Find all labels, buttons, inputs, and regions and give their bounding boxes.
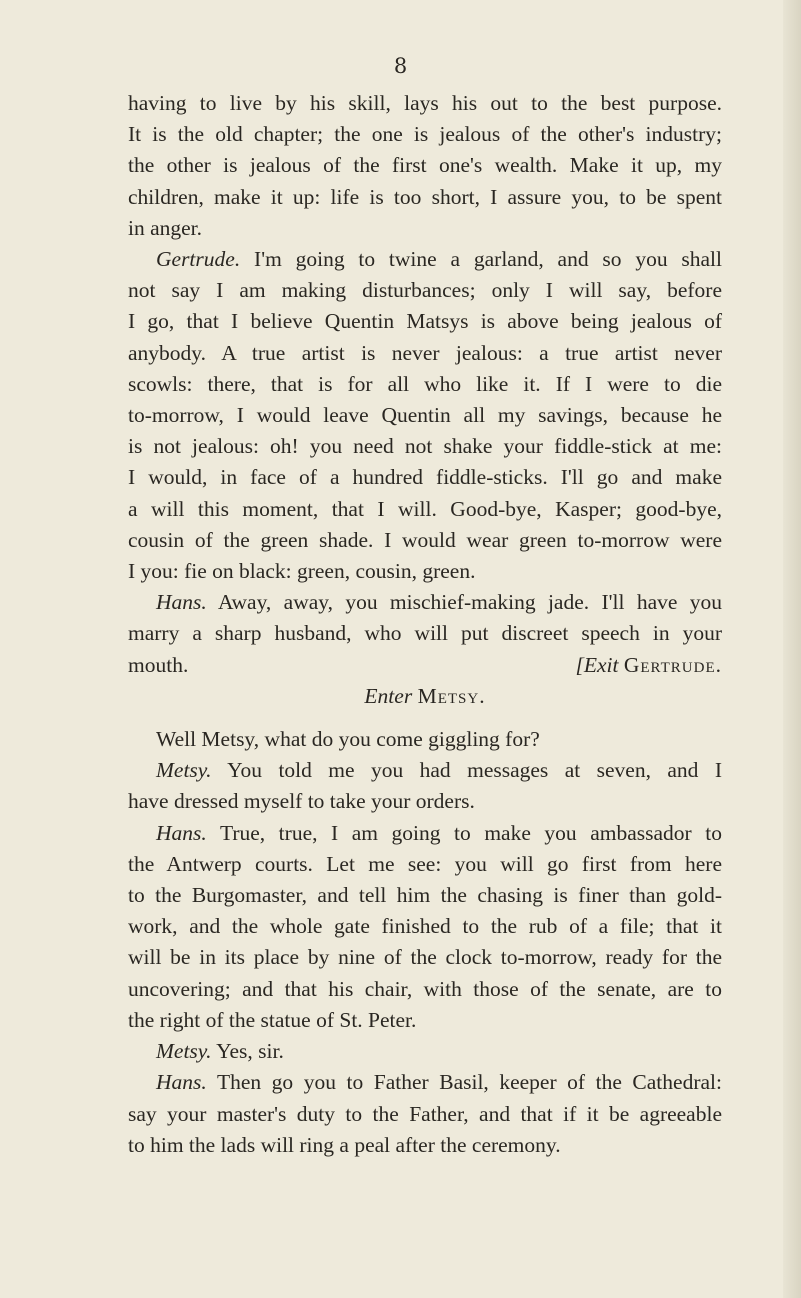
- line-text: cousin of the green shade. I would wear green to-morrow were: [128, 527, 722, 552]
- line-text: It is the old chapter; the one is jealous of the other's industry;: [128, 122, 722, 147]
- line-text: Yes, sir.: [216, 1039, 284, 1064]
- speaker-name: Hans.: [156, 1070, 207, 1095]
- stage-direction-enter: [128, 681, 722, 712]
- line-text: have dressed myself to take your orders.: [128, 789, 475, 814]
- line-text: to the Burgomaster, and tell him the chasing is finer than gold-: [128, 883, 722, 908]
- page-number: 8: [393, 54, 408, 78]
- text-line: [128, 306, 722, 337]
- line-text: I'm going to twine a garland, and so you shall: [254, 247, 723, 272]
- line-text: is not jealous: oh! you need not shake your fiddle-stick at me:: [128, 434, 722, 459]
- text-line: [128, 880, 722, 911]
- text-line: [128, 88, 722, 119]
- line-text: the other is jealous of the first one's wealth. Make it up, my: [128, 153, 722, 178]
- text-line: [128, 974, 722, 1005]
- enter-word: Enter: [364, 683, 413, 708]
- speaker-name: Metsy.: [156, 758, 212, 783]
- text-line: [128, 494, 722, 525]
- text-line: [128, 942, 722, 973]
- line-text: the right of the statue of St. Peter.: [128, 1007, 417, 1032]
- line-text: the Antwerp courts. Let me see: you will go first from here: [128, 851, 722, 876]
- text-line: [128, 275, 722, 306]
- line-text: Then go you to Father Basil, keeper of the Cathedral:: [216, 1070, 722, 1095]
- speaker-name: Gertrude.: [156, 247, 241, 272]
- text-line: [128, 755, 722, 786]
- text-line: [128, 462, 722, 493]
- text-line: [128, 1067, 722, 1098]
- text-line: [128, 369, 722, 400]
- line-text: work, and the whole gate finished to the rub of a file; that it: [128, 914, 722, 939]
- exit-word: [Exit: [575, 652, 619, 677]
- line-text: say your master's duty to the Father, and that if it be agreeable: [128, 1101, 722, 1126]
- line-text: not say I am making disturbances; only I will say, before: [128, 278, 722, 303]
- line-text: I would, in face of a hundred fiddle-sticks. I'll go and make: [128, 465, 722, 490]
- exit-direction-line: [128, 650, 722, 681]
- page-body: [128, 88, 722, 1161]
- text-line: [128, 338, 722, 369]
- line-text: Away, away, you mischief-making jade. I'll have you: [217, 590, 722, 615]
- line-text: You told me you had messages at seven, and I: [227, 758, 722, 783]
- line-text: uncovering; and that his chair, with those of the senate, are to: [128, 976, 722, 1001]
- line-text: a will this moment, that I will. Good-bye, Kasper; good-bye,: [128, 496, 722, 521]
- text-block-1: [128, 88, 722, 650]
- text-line: [128, 244, 722, 275]
- text-line: [128, 119, 722, 150]
- speaker-name: Hans.: [156, 590, 207, 615]
- text-line: [128, 1036, 722, 1067]
- spacer: [128, 712, 722, 724]
- text-line: [128, 587, 722, 618]
- line-text: I go, that I believe Quentin Matsys is above being jealous of: [128, 309, 722, 334]
- text-line: [128, 618, 722, 649]
- speaker-name: Hans.: [156, 820, 207, 845]
- line-text: children, make it up: life is too short, I assure you, to be spent: [128, 184, 722, 209]
- line-text: in anger.: [128, 215, 203, 240]
- enter-character: Metsy.: [417, 683, 486, 708]
- line-text: I you: fie on black: green, cousin, green.: [128, 559, 476, 584]
- line-text: Well Metsy, what do you come giggling for?: [156, 727, 540, 752]
- line-text: mouth.: [128, 652, 189, 677]
- text-line: [128, 786, 722, 817]
- line-text: marry a sharp husband, who will put discreet speech in your: [128, 621, 722, 646]
- text-line: [128, 182, 722, 213]
- page-gutter-shadow: [783, 0, 801, 1298]
- text-line: [128, 849, 722, 880]
- text-line: [128, 911, 722, 942]
- text-block-2: [128, 724, 722, 1161]
- line-text: to-morrow, I would leave Quentin all my savings, because he: [128, 403, 722, 428]
- line-text: scowls: there, that is for all who like it. If I were to die: [128, 371, 722, 396]
- text-line: [128, 400, 722, 431]
- text-line: [128, 431, 722, 462]
- line-text: True, true, I am going to make you ambassador to: [219, 820, 722, 845]
- stage-direction-exit: [575, 650, 722, 681]
- text-line: [128, 1099, 722, 1130]
- line-text: to him the lads will ring a peal after the ceremony.: [128, 1132, 561, 1157]
- text-line: [128, 556, 722, 587]
- text-line: [128, 724, 722, 755]
- speaker-name: Metsy.: [156, 1039, 212, 1064]
- text-line: [128, 150, 722, 181]
- exit-character: Gertrude.: [623, 652, 722, 677]
- text-line: [128, 818, 722, 849]
- line-text: anybody. A true artist is never jealous: a true artist never: [128, 340, 722, 365]
- text-line: [128, 213, 722, 244]
- text-line: [128, 1005, 722, 1036]
- line-text: having to live by his skill, lays his out to the best purpose.: [128, 91, 722, 115]
- line-text: will be in its place by nine of the clock to-morrow, ready for the: [128, 945, 722, 970]
- text-line: [128, 1130, 722, 1161]
- text-line: [128, 525, 722, 556]
